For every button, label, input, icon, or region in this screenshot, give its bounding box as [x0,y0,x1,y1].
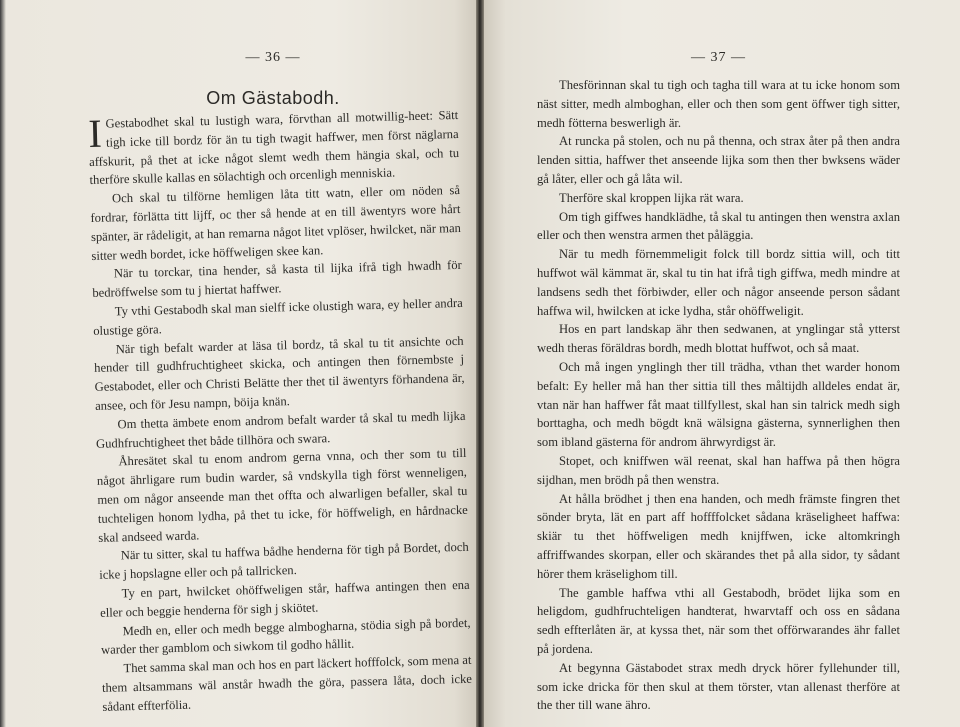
paragraph: I Gestabodhet skal tu lustigh wara, förvthan all motwillig-heet: Sätt tigh icke till bordz för än tu tigh twagit haffwer, men först näglarna affskurit, på thet at icke något slemt wedh them hängia skal, och tu therföre skulle kallas en sölachtigh och orcenligh menniskia. [87,107,460,188]
paragraph: Medh en, eller och medh begge almbogharna, stödia sigh på bordet, warder ther gamblom och siwkom til godho hållit. [100,615,471,658]
drop-cap: I [87,110,103,156]
paragraph: At hålla brödhet j then ena handen, och medh främste fingren thet sönder bryta, lät en part aff hoffffolcket sådana kräseligheet haffwa: skiär tu thet höffweligen medh knijffwen, icke altomkringh affriffwandes skorpan, eller och skärandes thet på alla sidor, ty sådant hörer them kräselighom till. [537,491,900,581]
left-page-text [88,106,473,716]
paragraph: Thesförinnan skal tu tigh och tagha till wara at tu icke honom som näst sitter, medh almboghan, eller och then som gent öffwer tigh sitter, medh fötterna beswerligh är. [537,78,900,130]
paragraph: När tu medh förnemmeligit folck till bordz sittia will, och titt huffwot wäl kämmat är, skal tu tin hat ifrå tigh giffwa, medh mindre at landsens sedh thet förbiwder, eller och någor anseende person sådant haffwa wil, hwilcken at icke lydha, står ohöffweligit. [537,247,900,318]
paragraph: Om tigh giffwes handklädhe, tå skal tu antingen then wenstra axlan eller och then wenstra armen thet påläggia. [537,209,900,243]
left-page-number: — 36 — [245,50,301,65]
paragraph: Therföre skal kroppen lijka rät wara. [559,190,744,205]
paragraph: Åhresätet skal tu enom androm gerna vnna, och ther som tu till något ährligare rum budin warder, så vndskylla tigh först wenneligen, men om någor anseende man thet offta och alwarligen befaller, skal tu tuchteligen honom lydha, på thet tu icke, för höffweligh, en hårdnacke skal andseed warda. [96,446,468,545]
chapter-title: Om Gästabodh. [206,88,340,108]
paragraph: Ty en part, hwilcket ohöffweligen står, haffwa antingen then ena eller och beggie henderna för sigh j skiötet. [99,577,470,620]
paragraph: När tu torckar, tina hender, så kasta til lijka ifrå tigh hwadh för bedröffwelse som tu j hiertat haffwer. [92,258,462,301]
paragraph: At begynna Gästabodet strax medh dryck hörer fyllehunder till, som icke dricka för then skul at them törster, vtan allenast therföre at the ther till wane ähro. [537,660,900,713]
paragraph: At runcka på stolen, och nu på thenna, och strax åter på then andra lenden sittia, haffwer thet anseende lijka som then ther bwksens wäder gå låter, eller och gå låta wil. [537,134,900,186]
paragraph: När tigh befalt warder at läsa til bordz, tå skal tu tit ansichte och hender till gudhfruchtigheet skicka, och antingen then förnembste j Gestabodet, eller och Christi Belätte ther thet til äwentyrs förhandena är, ansee, och för Jesu nampn, böija knän. [94,333,465,413]
paragraph: Stopet, och kniffwen wäl reenat, skal han haffwa på then högra sijdhan, men brödh på then wenstra. [537,453,900,487]
left-page [0,0,478,727]
paragraph: Och skal tu tilförne hemligen låta titt watn, eller om nöden så fordrar, förlätta titt lijff, oc ther så hende at en till äwentyrs wore hårt spänter, är rådeligit, at han remarna något litet vplöser, hwilcket, när man sitter wedh bordet, icke höffweligen skee kan. [90,183,462,263]
right-page-text [537,76,900,715]
book-gutter [476,0,484,727]
paragraph: Om thetta ämbete enom androm befalt warder tå skal tu medh lijka Gudhfruchtigheet thet både tillhöra och swara. [95,408,466,451]
paragraph: Hos en part landskap ähr then sedwanen, at ynglingar stå ytterst wedh theras föräldras bordh, medh blottat huffwot, och så maat. [537,322,900,356]
right-page [482,0,960,727]
paragraph: The gamble haffwa vthi all Gestabodh, brödet lijka som en heligdom, gudhfruchteligen handterat, hwarvtaff och oss en sådana sedh effterlåten är, at kyssa thet, när som thet offörwarandes ähr fallet på jordena. [537,585,900,656]
right-page-number: — 37 — [691,50,746,65]
paragraph: Thet samma skal man och hos en part läckert hofffolck, som mena at them altsammans wäl anstår hwadh the göra, passera låta, doch icke sådant effterfölia. [101,652,473,714]
page-edge [0,0,6,727]
paragraph: Och må ingen ynglingh ther till trädha, vthan thet warder honom befalt: Ey heller må han ther sittia till thes måltijdh alldeles endat är, vtan när han haffwer fåt maat tillfyllest, skal han sin talrick medh sigh borttagha, och medh bögdt knä wälsigna gästerna, synnerlighen then som ibland gästerna för androm ährwyrdigst är. [537,359,900,450]
paragraph: Ty vthi Gestabodh skal man sielff icke olustigh wara, ey heller andra olustige göra. [93,295,463,338]
paragraph: När tu sitter, skal tu haffwa bådhe henderna för tigh på Bordet, doch icke j hopslagne eller och på tallricken. [99,540,469,582]
